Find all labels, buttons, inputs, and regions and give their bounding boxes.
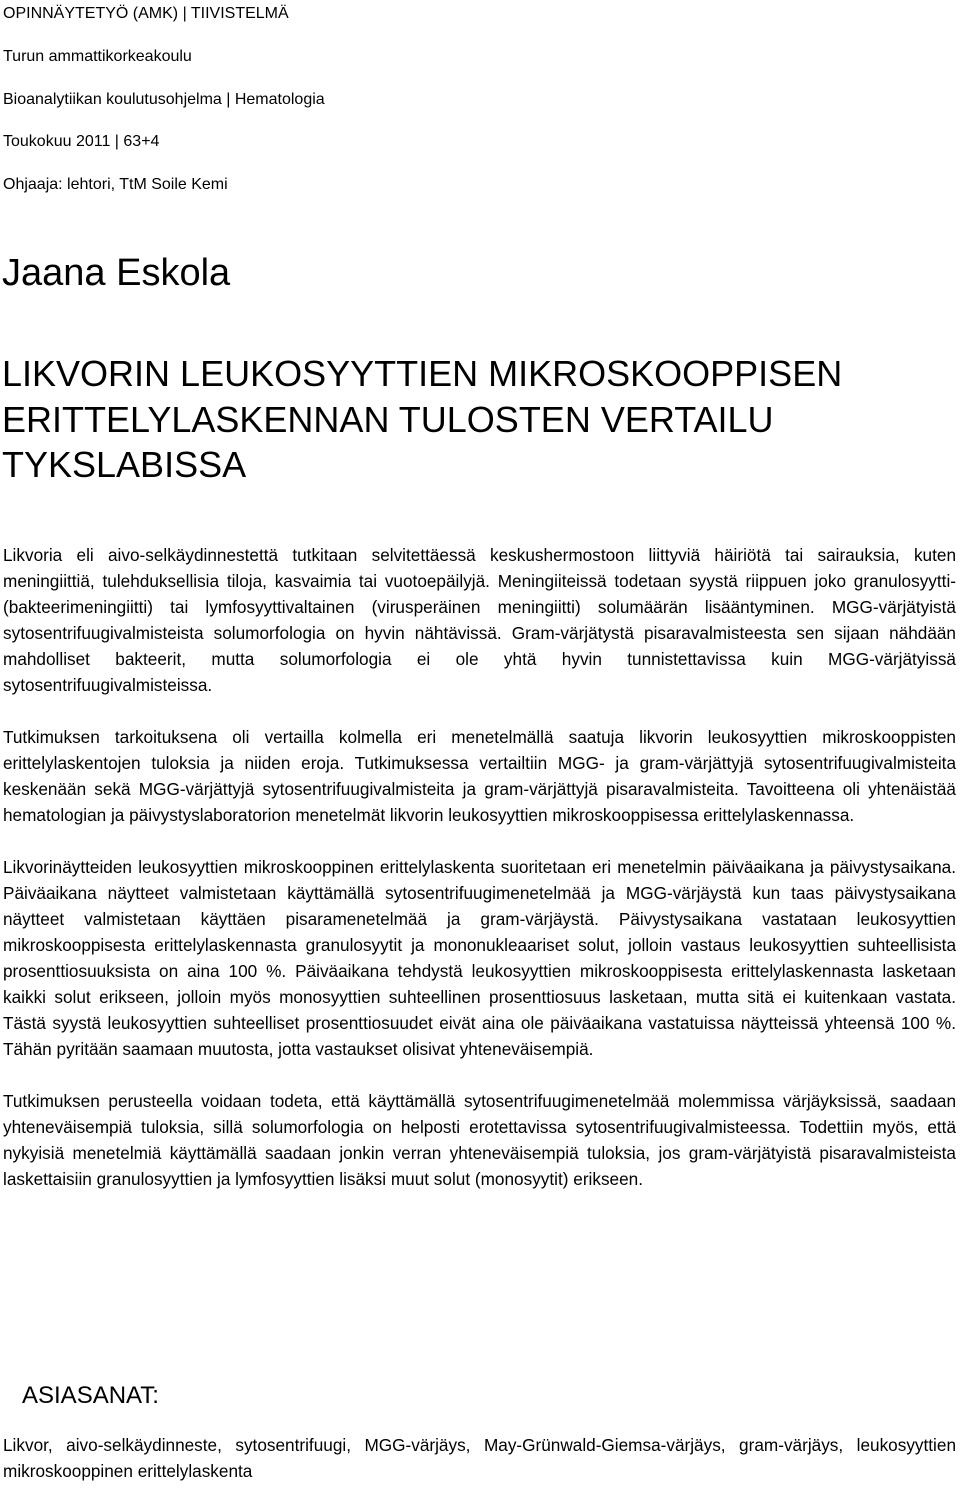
title-line: TYKSLABISSA xyxy=(2,444,247,485)
keywords-list: Likvor, aivo-selkäydinneste, sytosentrifuugi, MGG-värjäys, May-Grünwald-Giemsa-värjäys, gram-värjäys, leukosyyttien mikroskooppinen erittelylaskenta xyxy=(3,1435,956,1481)
abstract-body xyxy=(3,542,956,1218)
author-name: Jaana Eskola xyxy=(2,252,231,294)
document-type: OPINNÄYTETYÖ (AMK) | TIIVISTELMÄ xyxy=(3,5,289,22)
abstract-paragraph: Tutkimuksen tarkoituksena oli vertailla kolmella eri menetelmällä saatuja likvorin leukosyyttien mikroskooppisten erittelylaskentojen tuloksia ja niiden eroja. Tutkimuksessa vertailtiin MGG- ja gram-värjättyjä sytosentrifuugivalmisteita keskenään sekä MGG-värjättyjä sytosentrifuugivalmisteita ja gram-värjättyjä pisaravalmisteita. Tavoitteena oli yhtenäistää hematologian ja päivystyslaboratorion menetelmät likvorin leukosyyttien mikroskooppisessa erittelylaskennassa. xyxy=(3,727,956,825)
abstract-paragraph: Likvoria eli aivo-selkäydinnestettä tutkitaan selvitettäessä keskushermostoon liittyviä häiriötä tai sairauksia, kuten meningiittiä, tulehduksellisia tiloja, kasvaimia tai vuotoepäilyjä. Meningiiteissä todetaan syystä riippuen joko granulosyytti- (bakteerimeningiitti) tai lymfosyyttivaltainen (virusperäinen meningiitti) solumäärän lisääntyminen. MGG-värjätyistä sytosentrifuugivalmisteista solumorfologia on hyvin nähtävissä. Gram-värjätystä pisaravalmisteesta sen sijaan nähdään mahdolliset bakteerit, mutta solumorfologia ei ole yhtä hyvin tunnistettavissa kuin MGG-värjätyissä sytosentrifuugivalmisteissa. xyxy=(3,545,956,695)
programme: Bioanalytiikan koulutusohjelma | Hematologia xyxy=(3,91,325,108)
abstract-paragraph: Tutkimuksen perusteella voidaan todeta, että käyttämällä sytosentrifuugimenetelmää molemmissa värjäyksissä, saadaan yhteneväisempiä tuloksia, sillä solumorfologia on helposti erotettavissa sytosentrifuugivalmisteessa. Todettiin myös, että nykyisiä menetelmiä käyttämällä saadaan jonkin verran yhteneväisempiä tuloksia, jos gram-värjätyistä pisaravalmisteista laskettaisiin granulosyyttien ja lymfosyyttien lisäksi muut solut (monosyytit) erikseen. xyxy=(3,1091,956,1189)
thesis-title xyxy=(2,351,958,488)
institution: Turun ammattikorkeakoulu xyxy=(3,48,192,65)
title-line: ERITTELYLASKENNAN TULOSTEN VERTAILU xyxy=(2,398,774,440)
keywords-heading: ASIASANAT: xyxy=(22,1382,159,1409)
title-line: LIKVORIN LEUKOSYYTTIEN MIKROSKOOPPISEN xyxy=(2,353,843,394)
date-and-pages: Toukokuu 2011 | 63+4 xyxy=(3,133,160,150)
abstract-paragraph: Likvorinäytteiden leukosyyttien mikroskooppinen erittelylaskenta suoritetaan eri menetelmin päiväaikana ja päivystysaikana. Päiväaikana näytteet valmistetaan käyttämällä sytosentrifuugimenetelmää ja MGG-värjäystä kun taas päivystysaikana näytteet valmistetaan käyttäen pisaramenetelmää ja gram-värjäystä. Päivystysaikana vastataan leukosyyttien mikroskooppisesta erittelylaskennasta granulosyytit ja mononukleaariset solut, jolloin vastaus leukosyyttien suhteellisista prosenttiosuuksista on aina 100 %. Päiväaikana tehdystä leukosyyttien mikroskooppisesta erittelylaskennasta lasketaan kaikki solut erikseen, jolloin myös monosyyttien suhteellinen prosenttiosuus lasketaan, mutta sitä ei kuitenkaan vastata. Tästä syystä leukosyyttien suhteelliset prosenttiosuudet eivät aina ole päiväaikana vastatuissa näytteissä yhteensä 100 %. Tähän pyritään saamaan muutosta, jotta vastaukset olisivat yhteneväisempiä. xyxy=(3,857,956,1059)
supervisor: Ohjaaja: lehtori, TtM Soile Kemi xyxy=(3,176,228,193)
